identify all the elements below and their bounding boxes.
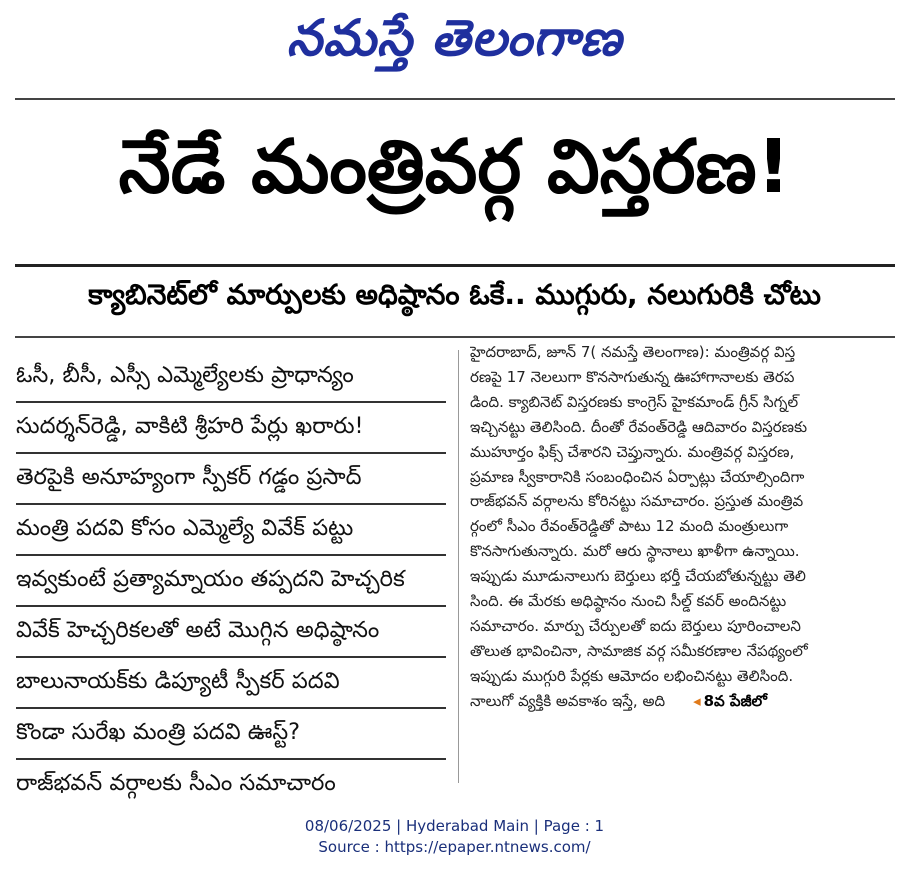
highlight-item: రాజ్‌భవన్ వర్గాలకు సీఎం సమాచారం xyxy=(16,770,336,796)
continued-label: 8వ పేజీలో xyxy=(703,691,767,710)
highlight-item: సుదర్శన్‌రెడ్డి, వాకిటి శ్రీహరి పేర్లు ఖరారు! xyxy=(16,403,446,454)
body-line: హైదరాబాద్, జూన్ 7( నమస్తే తెలంగాణ): మంత్రివర్గ విస్త xyxy=(470,343,796,361)
masthead-logo xyxy=(0,8,909,80)
highlight-item: తెరపైకి అనూహ్యంగా స్పీకర్ గడ్డం ప్రసాద్ xyxy=(16,454,446,505)
highlight-item: ఇవ్వకుంటే ప్రత్యామ్నాయం తప్పదని హెచ్చరిక xyxy=(16,556,446,607)
subheadline-divider xyxy=(15,336,895,338)
body-line: ఇప్పుడు ముగ్గురి పేర్లకు ఆమోదం లభించినట్టు తెలిసింది. xyxy=(470,666,794,685)
highlight-item: మంత్రి పదవి కోసం ఎమ్మెల్యే వివేక్ పట్టు xyxy=(16,505,446,556)
body-line: ప్రమాణ స్వీకారానికి సంబంధించిన ఏర్పాట్లు చేయాల్సిందిగా xyxy=(470,467,805,486)
body-line: ర్గంలో సీఎం రేవంత్‌రెడ్డితో పాటు 12 మంది మంత్రులుగా xyxy=(470,517,789,536)
footer xyxy=(0,816,909,858)
column-divider xyxy=(458,350,459,783)
body-line: రాజ్‌భవన్ వర్గాలను కోరినట్టు సమాచారం. ప్రస్తుత మంత్రివ xyxy=(470,492,804,511)
highlights-column xyxy=(16,352,446,809)
continued-link[interactable] xyxy=(693,692,767,710)
footer-source[interactable]: Source : https://epaper.ntnews.com/ xyxy=(318,838,591,856)
body-line: నాలుగో వ్యక్తికి అవకాశం ఇస్తే, అది xyxy=(470,691,666,710)
body-line-last xyxy=(470,689,890,714)
body-line: సమాచారం. మార్పు చేర్పులతో ఐదు బెర్తులు పూరించాలని xyxy=(470,616,801,635)
body-line: ఇప్పుడు మూడునాలుగు బెర్తులు భర్తీ చేయబోతున్నట్టు తెలి xyxy=(470,567,806,586)
headline-divider xyxy=(15,264,895,267)
body-line: ముహూర్తం ఫిక్స్ చేశారని చెప్తున్నారు. మంత్రివర్గ విస్తరణ, xyxy=(470,442,795,461)
subheadline: క్యాబినెట్‌లో మార్పులకు అధిష్ఠానం ఓకే.. ముగ్గురు, నలుగురికి చోటు xyxy=(88,278,821,311)
pointer-icon: ◂ xyxy=(693,691,701,710)
body-line: కొనసాగుతున్నారు. మరో ఆరు స్థానాలు ఖాళీగా ఉన్నాయి. xyxy=(470,542,800,561)
highlight-item: బాలునాయక్‌కు డిప్యూటీ స్పీకర్ పదవి xyxy=(16,658,446,709)
body-line: తొలుత భావించినా, సామాజిక వర్గ సమీకరణాల నేపథ్యంలో xyxy=(470,641,808,660)
footer-dateline: 08/06/2025 | Hyderabad Main | Page : 1 xyxy=(304,817,605,835)
body-line: సింది. ఈ మేరకు అధిష్ఠానం నుంచి సీల్డ్ కవర్ అందినట్టు xyxy=(470,592,787,611)
body-line: రణపై 17 నెలలుగా కొనసాగుతున్న ఊహాగానాలకు తెరప xyxy=(470,367,795,386)
highlight-item: వివేక్ హెచ్చరికలతో అటే మొగ్గిన అధిష్ఠానం xyxy=(16,607,446,658)
body-line: డింది. క్యాబినెట్ విస్తరణకు కాంగ్రెస్ హైకమాండ్ గ్రీన్ సిగ్నల్ xyxy=(470,392,799,411)
body-line: ఇచ్చినట్టు తెలిసింది. దీంతో రేవంత్‌రెడ్డి ఆదివారం విస్తరణకు xyxy=(470,417,808,436)
article-body xyxy=(470,340,890,714)
highlight-item: ఓసీ, బీసీ, ఎస్సీ ఎమ్మెల్యేలకు ప్రాధాన్యం xyxy=(16,352,446,403)
masthead-title: నమస్తే తెలంగాణ xyxy=(286,8,623,67)
highlight-item: కొండా సురేఖ మంత్రి పదవి ఊస్ట్? xyxy=(16,709,446,760)
masthead-divider xyxy=(15,98,895,100)
main-headline: నేడే మంత్రివర్గ విస్తరణ! xyxy=(118,124,791,210)
